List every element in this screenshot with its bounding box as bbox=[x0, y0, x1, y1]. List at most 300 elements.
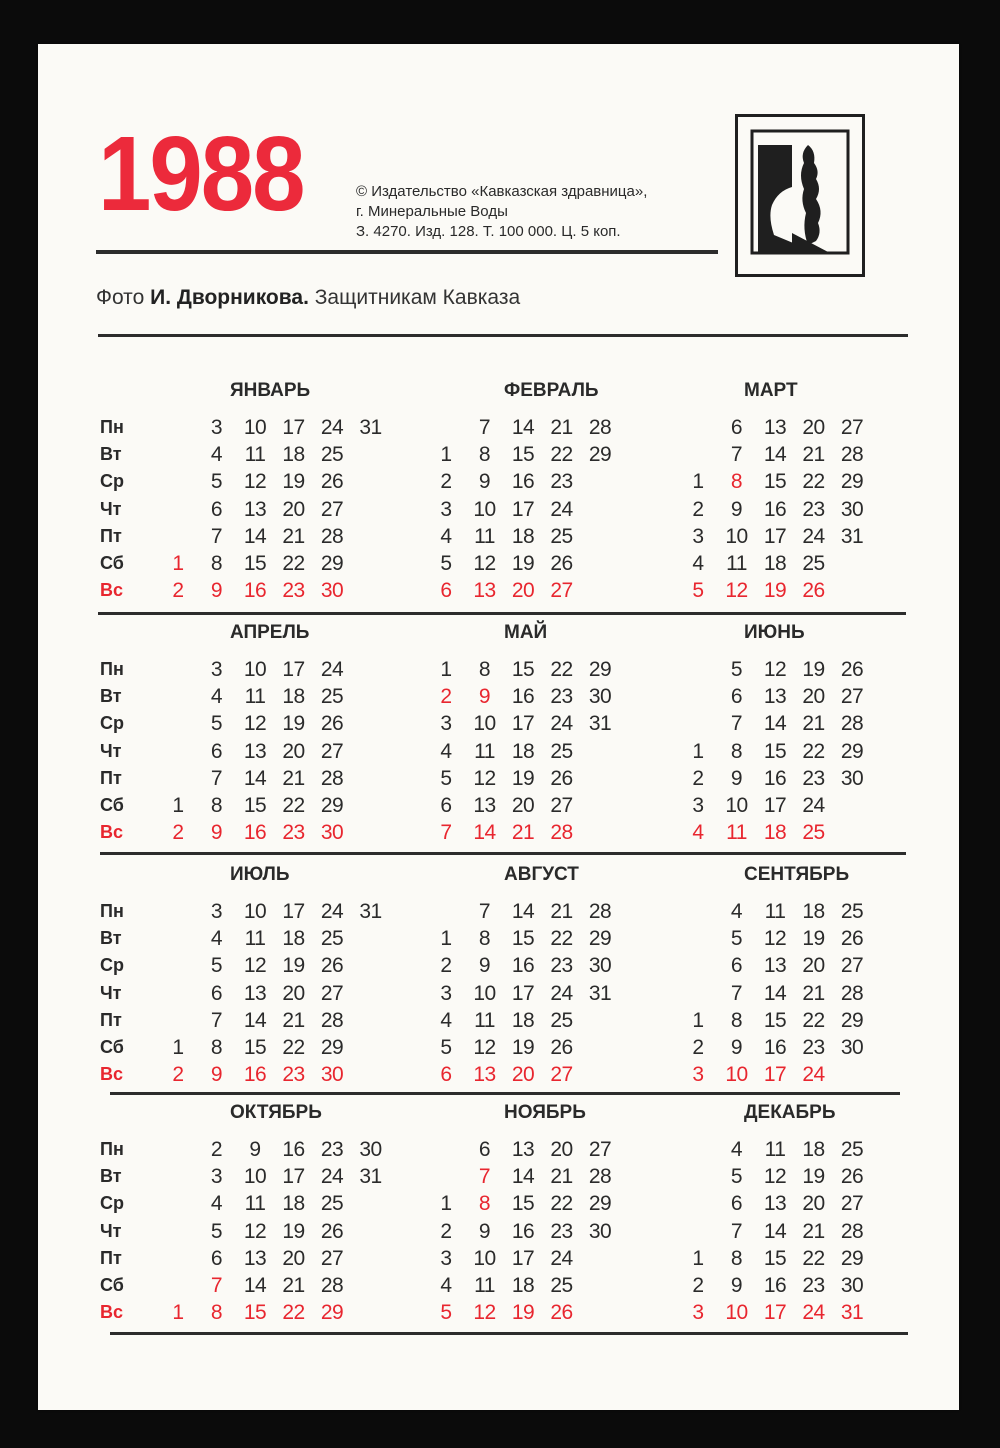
day-cell: 29 bbox=[840, 1008, 864, 1032]
day-cell: 15 bbox=[763, 1008, 787, 1032]
day-cell: 5 bbox=[730, 1165, 743, 1189]
day-cell: 14 bbox=[243, 1008, 267, 1032]
day-cell: 21 bbox=[802, 712, 825, 736]
day-cell: 23 bbox=[802, 1036, 825, 1059]
day-cell: 23 bbox=[282, 1063, 305, 1087]
day-cell: 9 bbox=[210, 579, 223, 603]
weekday-label: Пн bbox=[100, 659, 124, 679]
day-cell: 15 bbox=[763, 739, 787, 763]
day-cell: 15 bbox=[763, 1246, 787, 1270]
day-cell: 28 bbox=[320, 524, 344, 548]
day-cell: 23 bbox=[802, 766, 825, 790]
day-cell: 13 bbox=[243, 497, 267, 521]
day-cell: 17 bbox=[282, 416, 305, 439]
day-cell: 18 bbox=[802, 900, 825, 923]
day-cell: 30 bbox=[320, 821, 344, 845]
day-cell: 31 bbox=[588, 712, 612, 736]
weekday-label: Ср bbox=[100, 1193, 124, 1214]
day-cell: 8 bbox=[210, 552, 223, 575]
day-cell: 17 bbox=[282, 900, 305, 923]
weekday-label: Вс bbox=[100, 1302, 124, 1323]
day-cell: 2 bbox=[692, 1036, 704, 1059]
day-cell: 15 bbox=[243, 552, 267, 575]
day-cell: 18 bbox=[511, 524, 535, 548]
day-cell: 6 bbox=[730, 685, 743, 709]
day-cell: 12 bbox=[473, 766, 496, 790]
day-cell: 23 bbox=[320, 1138, 344, 1161]
day-cell: 12 bbox=[473, 552, 496, 575]
day-cell: 8 bbox=[210, 794, 223, 817]
day-cell: 16 bbox=[763, 1036, 787, 1059]
day-cell: 11 bbox=[764, 900, 786, 923]
day-cell: 12 bbox=[473, 1036, 496, 1059]
day-cell: 26 bbox=[840, 658, 864, 681]
month-name: ИЮНЬ bbox=[744, 622, 805, 643]
day-cell: 2 bbox=[172, 579, 184, 603]
day-cell: 16 bbox=[763, 497, 787, 521]
day-cell: 1 bbox=[440, 927, 452, 951]
day-cell: 19 bbox=[511, 552, 535, 575]
day-cell: 4 bbox=[692, 821, 704, 845]
day-cell: 17 bbox=[511, 1246, 535, 1270]
day-cell: 13 bbox=[763, 954, 787, 978]
day-cell: 24 bbox=[802, 794, 825, 817]
weekday-labels bbox=[100, 414, 124, 604]
header-divider bbox=[96, 250, 718, 254]
day-cell: 1 bbox=[440, 658, 452, 681]
day-cell: 22 bbox=[550, 1192, 573, 1216]
day-cell: 9 bbox=[730, 766, 743, 790]
day-cell: 18 bbox=[511, 739, 535, 763]
day-cell: 9 bbox=[478, 1219, 491, 1243]
day-cell: 25 bbox=[320, 1192, 344, 1216]
day-cell: 28 bbox=[588, 416, 612, 439]
day-cell: 14 bbox=[763, 443, 787, 467]
day-cell: 16 bbox=[243, 579, 267, 603]
day-cell: 5 bbox=[210, 470, 223, 494]
day-cell: 28 bbox=[550, 821, 573, 845]
day-cell: 19 bbox=[763, 579, 787, 603]
weekday-label: Вт bbox=[100, 928, 122, 949]
day-cell: 16 bbox=[282, 1138, 305, 1161]
day-cell: 5 bbox=[730, 658, 743, 681]
day-cell: 16 bbox=[511, 1219, 535, 1243]
weekday-labels bbox=[100, 656, 124, 846]
weekday-label: Сб bbox=[100, 794, 124, 815]
day-cell: 28 bbox=[320, 1008, 344, 1032]
weekday-label: Пн bbox=[100, 417, 124, 437]
day-cell: 13 bbox=[763, 1192, 787, 1216]
day-cell: 23 bbox=[282, 821, 305, 845]
day-cell: 22 bbox=[282, 552, 305, 575]
weekday-label: Сб bbox=[100, 1274, 124, 1295]
day-cell: 11 bbox=[244, 927, 266, 951]
day-cell: 6 bbox=[210, 739, 223, 763]
day-cell: 20 bbox=[550, 1138, 573, 1161]
day-cell: 12 bbox=[243, 954, 267, 978]
day-cell: 29 bbox=[320, 1301, 344, 1325]
day-cell: 24 bbox=[320, 416, 344, 439]
day-cell: 24 bbox=[802, 1301, 825, 1325]
day-cell: 15 bbox=[511, 927, 535, 951]
day-cell: 21 bbox=[550, 416, 573, 439]
day-cell: 21 bbox=[802, 981, 825, 1005]
day-cell: 14 bbox=[243, 1274, 267, 1297]
weekday-label: Ср bbox=[100, 713, 124, 734]
day-cell: 14 bbox=[473, 821, 496, 845]
day-cell: 24 bbox=[550, 981, 573, 1005]
day-cell: 21 bbox=[802, 1219, 825, 1243]
day-cell: 8 bbox=[730, 1008, 743, 1032]
day-cell: 20 bbox=[802, 685, 825, 709]
credit-prefix: Фото bbox=[96, 286, 151, 309]
day-cell: 28 bbox=[840, 443, 864, 467]
day-cell: 2 bbox=[692, 766, 704, 790]
month-11 bbox=[426, 1102, 716, 1332]
day-cell: 19 bbox=[282, 470, 305, 494]
day-cell: 1 bbox=[692, 1246, 704, 1270]
day-cell: 3 bbox=[692, 794, 704, 817]
day-cell: 3 bbox=[210, 1165, 223, 1189]
day-cell: 29 bbox=[840, 470, 864, 494]
day-cell: 25 bbox=[802, 821, 825, 845]
day-cell: 24 bbox=[320, 658, 344, 681]
day-cell: 22 bbox=[802, 1008, 825, 1032]
day-cell: 29 bbox=[588, 443, 612, 467]
day-cell: 4 bbox=[210, 685, 223, 709]
day-cell: 29 bbox=[320, 794, 344, 817]
day-cell: 20 bbox=[282, 981, 305, 1005]
day-cell: 10 bbox=[243, 900, 267, 923]
day-cell: 1 bbox=[172, 1036, 184, 1059]
day-cell: 19 bbox=[802, 1165, 825, 1189]
day-cell: 6 bbox=[730, 954, 743, 978]
day-cell: 6 bbox=[210, 497, 223, 521]
day-cell: 28 bbox=[840, 712, 864, 736]
day-cell: 8 bbox=[478, 1192, 491, 1216]
day-cell: 1 bbox=[172, 794, 184, 817]
day-cell: 14 bbox=[763, 712, 787, 736]
day-cell: 12 bbox=[243, 1219, 267, 1243]
day-cell: 14 bbox=[511, 900, 535, 923]
day-cell: 8 bbox=[478, 927, 491, 951]
day-cell: 3 bbox=[692, 1301, 704, 1325]
day-cell: 2 bbox=[692, 497, 704, 521]
day-cell: 11 bbox=[726, 552, 747, 575]
month-name: НОЯБРЬ bbox=[504, 1102, 586, 1123]
day-cell: 19 bbox=[511, 1036, 535, 1059]
day-cell: 2 bbox=[440, 954, 452, 978]
day-cell: 31 bbox=[359, 900, 382, 923]
weekday-label: Вт bbox=[100, 1166, 122, 1187]
day-cell: 30 bbox=[588, 1219, 612, 1243]
day-cell: 27 bbox=[840, 954, 864, 978]
day-cell: 20 bbox=[802, 416, 825, 439]
month-5 bbox=[426, 622, 716, 852]
day-cell: 14 bbox=[763, 981, 787, 1005]
day-cell: 14 bbox=[243, 766, 267, 790]
day-cell: 18 bbox=[763, 552, 787, 575]
day-cell: 16 bbox=[511, 470, 535, 494]
day-cell: 26 bbox=[550, 1301, 573, 1325]
weekday-label: Пт bbox=[100, 1009, 122, 1030]
day-cell: 30 bbox=[320, 579, 344, 603]
day-cell: 8 bbox=[730, 739, 743, 763]
divider bbox=[100, 852, 906, 855]
day-cell: 11 bbox=[244, 443, 266, 467]
day-cell: 10 bbox=[725, 1301, 748, 1325]
day-cell: 20 bbox=[282, 497, 305, 521]
day-cell: 9 bbox=[478, 470, 491, 494]
day-cell: 15 bbox=[763, 470, 787, 494]
month-name: ИЮЛЬ bbox=[230, 864, 290, 885]
day-cell: 4 bbox=[440, 524, 452, 548]
day-cell: 9 bbox=[730, 1036, 743, 1059]
day-cell: 19 bbox=[282, 954, 305, 978]
day-cell: 17 bbox=[511, 712, 535, 736]
weekday-label: Пт bbox=[100, 525, 122, 546]
divider bbox=[98, 612, 906, 615]
year-title: 1988 bbox=[98, 115, 304, 234]
day-cell: 1 bbox=[692, 1008, 704, 1032]
day-cell: 1 bbox=[172, 1301, 184, 1325]
day-cell: 21 bbox=[282, 766, 305, 790]
day-cell: 10 bbox=[473, 981, 496, 1005]
month-name: МАРТ bbox=[744, 380, 798, 401]
day-cell: 8 bbox=[478, 443, 491, 467]
day-cell: 24 bbox=[320, 900, 344, 923]
day-cell: 6 bbox=[440, 794, 452, 817]
day-cell: 18 bbox=[282, 1192, 305, 1216]
day-cell: 13 bbox=[243, 739, 267, 763]
day-cell: 7 bbox=[210, 1008, 223, 1032]
day-cell: 25 bbox=[320, 927, 344, 951]
day-cell: 24 bbox=[802, 524, 825, 548]
day-cell: 11 bbox=[244, 685, 266, 709]
day-cell: 6 bbox=[440, 579, 452, 603]
day-cell: 2 bbox=[210, 1138, 223, 1161]
day-cell: 9 bbox=[478, 954, 491, 978]
day-cell: 16 bbox=[243, 821, 267, 845]
day-cell: 26 bbox=[550, 1036, 573, 1059]
weekday-label: Чт bbox=[100, 982, 122, 1003]
day-cell: 4 bbox=[210, 927, 223, 951]
day-cell: 30 bbox=[320, 1063, 344, 1087]
day-cell: 17 bbox=[763, 524, 787, 548]
day-cell: 30 bbox=[588, 954, 612, 978]
day-cell: 15 bbox=[511, 443, 535, 467]
day-cell: 25 bbox=[320, 443, 344, 467]
weekday-label: Вс bbox=[100, 580, 124, 601]
day-cell: 27 bbox=[320, 1246, 344, 1270]
weekday-labels bbox=[100, 898, 124, 1088]
day-cell: 5 bbox=[692, 579, 704, 603]
month-7 bbox=[100, 864, 390, 1094]
day-cell: 8 bbox=[478, 658, 491, 681]
day-cell: 26 bbox=[550, 766, 573, 790]
day-cell: 9 bbox=[730, 1274, 743, 1297]
day-cell: 10 bbox=[725, 524, 748, 548]
weekday-label: Чт bbox=[100, 740, 122, 761]
day-cell: 5 bbox=[730, 927, 743, 951]
day-cell: 23 bbox=[802, 497, 825, 521]
day-cell: 16 bbox=[763, 766, 787, 790]
weekday-label: Пн bbox=[100, 1139, 124, 1159]
day-cell: 17 bbox=[763, 1301, 787, 1325]
day-cell: 19 bbox=[802, 658, 825, 681]
day-cell: 18 bbox=[511, 1274, 535, 1297]
day-cell: 13 bbox=[243, 1246, 267, 1270]
month-name: МАЙ bbox=[504, 622, 548, 643]
day-cell: 7 bbox=[210, 524, 223, 548]
day-cell: 15 bbox=[511, 1192, 535, 1216]
day-cell: 26 bbox=[802, 579, 825, 603]
day-cell: 22 bbox=[550, 443, 573, 467]
month-8 bbox=[426, 864, 716, 1094]
day-cell: 28 bbox=[588, 900, 612, 923]
month-name: ЯНВАРЬ bbox=[230, 380, 311, 401]
day-cell: 1 bbox=[692, 739, 704, 763]
day-cell: 2 bbox=[440, 685, 452, 709]
day-cell: 12 bbox=[763, 927, 787, 951]
day-cell: 9 bbox=[478, 685, 491, 709]
day-cell: 5 bbox=[440, 1036, 452, 1059]
day-cell: 25 bbox=[802, 552, 825, 575]
day-cell: 19 bbox=[282, 712, 305, 736]
day-cell: 21 bbox=[802, 443, 825, 467]
day-cell: 9 bbox=[730, 497, 743, 521]
publisher-line: © Издательство «Кавказская здравница», bbox=[356, 183, 648, 200]
day-cell: 14 bbox=[511, 416, 535, 439]
day-cell: 22 bbox=[282, 1301, 305, 1325]
day-cell: 18 bbox=[282, 685, 305, 709]
day-cell: 2 bbox=[172, 1063, 184, 1087]
credit-author: И. Дворникова. bbox=[150, 286, 309, 309]
day-cell: 29 bbox=[840, 739, 864, 763]
day-cell: 18 bbox=[282, 443, 305, 467]
credit-title: Защитникам Кавказа bbox=[308, 286, 521, 309]
day-cell: 1 bbox=[692, 470, 704, 494]
day-cell: 7 bbox=[730, 1219, 743, 1243]
weekday-label: Вс bbox=[100, 822, 124, 843]
day-cell: 16 bbox=[763, 1274, 787, 1297]
day-cell: 4 bbox=[730, 1138, 743, 1161]
day-cell: 8 bbox=[730, 1246, 743, 1270]
day-cell: 7 bbox=[730, 712, 743, 736]
day-cell: 26 bbox=[550, 552, 573, 575]
day-cell: 8 bbox=[210, 1301, 223, 1325]
divider bbox=[110, 1332, 908, 1335]
day-cell: 29 bbox=[588, 658, 612, 681]
day-cell: 5 bbox=[210, 954, 223, 978]
day-cell: 24 bbox=[550, 497, 573, 521]
day-cell: 12 bbox=[763, 658, 787, 681]
day-cell: 19 bbox=[511, 766, 535, 790]
day-cell: 13 bbox=[473, 794, 496, 817]
day-cell: 26 bbox=[320, 712, 344, 736]
day-cell: 20 bbox=[282, 1246, 305, 1270]
day-cell: 31 bbox=[588, 981, 612, 1005]
day-cell: 30 bbox=[840, 766, 864, 790]
day-cell: 18 bbox=[511, 1008, 535, 1032]
day-cell: 27 bbox=[550, 794, 573, 817]
weekday-label: Чт bbox=[100, 1220, 122, 1241]
day-cell: 21 bbox=[282, 524, 305, 548]
day-cell: 27 bbox=[840, 1192, 864, 1216]
day-cell: 24 bbox=[550, 712, 573, 736]
day-cell: 2 bbox=[440, 470, 452, 494]
day-cell: 22 bbox=[282, 794, 305, 817]
day-cell: 25 bbox=[840, 900, 864, 923]
day-cell: 4 bbox=[210, 443, 223, 467]
day-cell: 3 bbox=[210, 658, 223, 681]
day-cell: 10 bbox=[243, 658, 267, 681]
day-cell: 14 bbox=[511, 1165, 535, 1189]
day-cell: 9 bbox=[210, 1063, 223, 1087]
day-cell: 13 bbox=[763, 416, 787, 439]
day-cell: 20 bbox=[282, 739, 305, 763]
day-cell: 22 bbox=[550, 658, 573, 681]
day-cell: 27 bbox=[840, 685, 864, 709]
day-cell: 20 bbox=[802, 1192, 825, 1216]
day-cell: 22 bbox=[282, 1036, 305, 1059]
day-cell: 17 bbox=[763, 794, 787, 817]
publisher-info bbox=[356, 182, 647, 242]
day-cell: 2 bbox=[172, 821, 184, 845]
day-cell: 8 bbox=[730, 470, 743, 494]
day-cell: 15 bbox=[511, 658, 535, 681]
day-cell: 27 bbox=[840, 416, 864, 439]
day-cell: 25 bbox=[550, 1274, 573, 1297]
weekday-label: Вт bbox=[100, 686, 122, 707]
day-cell: 4 bbox=[210, 1192, 223, 1216]
weekday-label: Чт bbox=[100, 498, 122, 519]
day-cell: 1 bbox=[172, 552, 184, 575]
day-cell: 3 bbox=[440, 981, 452, 1005]
day-cell: 21 bbox=[282, 1274, 305, 1297]
day-cell: 19 bbox=[282, 1219, 305, 1243]
day-cell: 17 bbox=[511, 497, 535, 521]
day-cell: 28 bbox=[320, 766, 344, 790]
day-cell: 7 bbox=[478, 900, 491, 923]
day-cell: 7 bbox=[730, 443, 743, 467]
day-cell: 5 bbox=[210, 712, 223, 736]
day-cell: 31 bbox=[840, 1301, 864, 1325]
month-name: АВГУСТ bbox=[504, 864, 579, 885]
day-cell: 17 bbox=[282, 1165, 305, 1189]
day-cell: 13 bbox=[511, 1138, 535, 1161]
day-cell: 6 bbox=[210, 1246, 223, 1270]
day-cell: 27 bbox=[588, 1138, 612, 1161]
day-cell: 20 bbox=[802, 954, 825, 978]
day-cell: 10 bbox=[473, 1246, 496, 1270]
day-cell: 29 bbox=[588, 927, 612, 951]
month-1 bbox=[100, 380, 390, 610]
day-cell: 22 bbox=[802, 1246, 825, 1270]
month-name: ДЕКАБРЬ bbox=[744, 1102, 836, 1123]
day-cell: 22 bbox=[802, 739, 825, 763]
day-cell: 31 bbox=[359, 1165, 382, 1189]
day-cell: 9 bbox=[249, 1138, 261, 1161]
day-cell: 28 bbox=[588, 1165, 612, 1189]
day-cell: 7 bbox=[730, 981, 743, 1005]
day-cell: 11 bbox=[244, 1192, 266, 1216]
month-name: АПРЕЛЬ bbox=[230, 622, 310, 643]
day-cell: 6 bbox=[440, 1063, 452, 1087]
day-cell: 19 bbox=[511, 1301, 535, 1325]
day-cell: 14 bbox=[763, 1219, 787, 1243]
day-cell: 6 bbox=[210, 981, 223, 1005]
